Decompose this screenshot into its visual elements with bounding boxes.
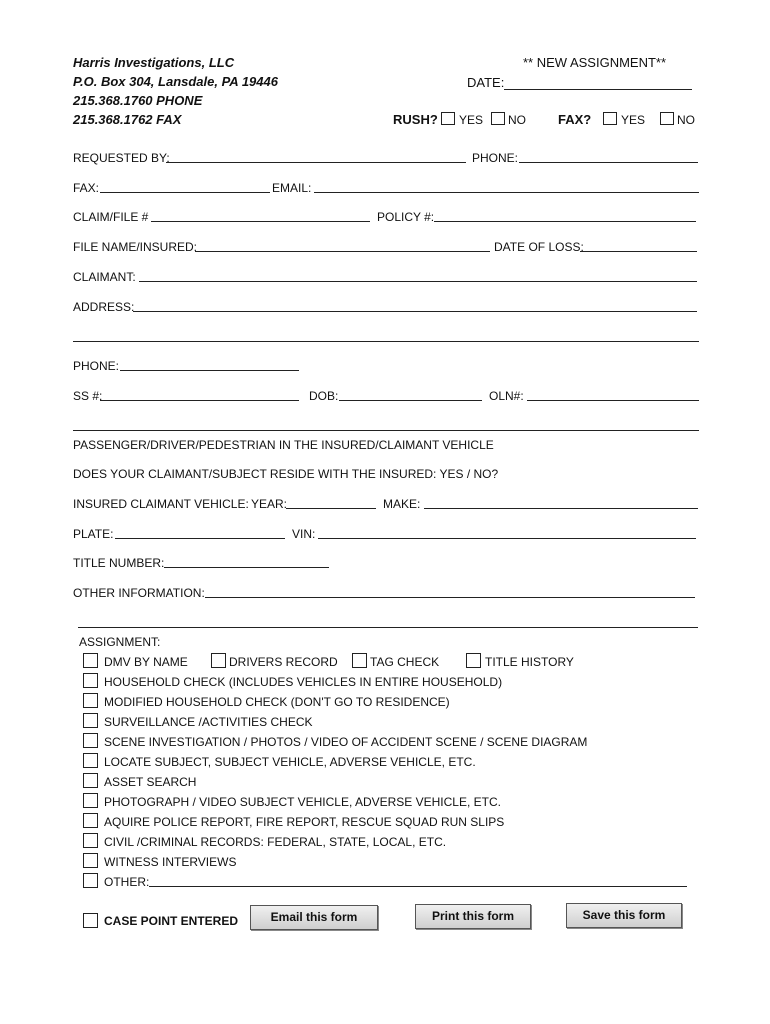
- requested-by-field[interactable]: [166, 162, 466, 163]
- claimant-field[interactable]: [139, 281, 697, 282]
- company-phone: 215.368.1760 PHONE: [73, 93, 203, 108]
- rush-yes-label: YES: [459, 113, 484, 127]
- assignment-item-label: ASSET SEARCH: [104, 775, 197, 789]
- claim-file-label: CLAIM/FILE #: [73, 210, 149, 224]
- fax-yes-checkbox[interactable]: [603, 112, 617, 125]
- passenger-driver-pedestrian-label: PASSENGER/DRIVER/PEDESTRIAN IN THE INSURED/CLAIMANT VEHICLE: [73, 438, 494, 452]
- date-field[interactable]: [504, 89, 692, 90]
- assignment-label: ASSIGNMENT:: [79, 635, 161, 649]
- dmv-by-name-checkbox[interactable]: [83, 653, 98, 668]
- plate-field[interactable]: [115, 538, 285, 539]
- rush-yes-checkbox[interactable]: [441, 112, 455, 125]
- company-address: P.O. Box 304, Lansdale, PA 19446: [73, 74, 278, 89]
- dob-label: DOB:: [309, 389, 339, 403]
- file-name-field[interactable]: [195, 251, 490, 252]
- assignment-item-label: HOUSEHOLD CHECK (INCLUDES VEHICLES IN ENTIRE HOUSEHOLD): [104, 675, 503, 689]
- phone-label: PHONE:: [472, 151, 519, 165]
- claimant-phone-label: PHONE:: [73, 359, 120, 373]
- policy-field[interactable]: [434, 221, 696, 222]
- title-history-checkbox[interactable]: [466, 653, 481, 668]
- assignment-item-label: PHOTOGRAPH / VIDEO SUBJECT VEHICLE, ADVERSE VEHICLE, ETC.: [104, 795, 501, 809]
- assignment-item-label: SURVEILLANCE /ACTIVITIES CHECK: [104, 715, 313, 729]
- case-point-entered-label: CASE POINT ENTERED: [104, 914, 239, 928]
- title-number-field[interactable]: [164, 567, 329, 568]
- vin-field[interactable]: [318, 538, 696, 539]
- claimant-phone-field[interactable]: [120, 370, 299, 371]
- assignment-item-label: LOCATE SUBJECT, SUBJECT VEHICLE, ADVERSE VEHICLE, ETC.: [104, 755, 476, 769]
- fax-no-label: NO: [677, 113, 695, 127]
- phone-field[interactable]: [519, 162, 698, 163]
- oln-label: OLN#:: [489, 389, 524, 403]
- assignment-item-label: WITNESS INTERVIEWS: [104, 855, 237, 869]
- requested-by-label: REQUESTED BY:: [73, 151, 170, 165]
- address-field[interactable]: [133, 311, 697, 312]
- fax-question-label: FAX?: [558, 112, 592, 127]
- make-label: MAKE:: [383, 497, 421, 511]
- company-fax: 215.368.1762 FAX: [73, 112, 182, 127]
- assignment-item-label: MODIFIED HOUSEHOLD CHECK (DON'T GO TO RESIDENCE): [104, 695, 450, 709]
- other-information-field[interactable]: [205, 597, 695, 598]
- company-name: Harris Investigations, LLC: [73, 55, 235, 70]
- assignment-item-checkbox[interactable]: [83, 853, 98, 868]
- assignment-item-label: CIVIL /CRIMINAL RECORDS: FEDERAL, STATE, LOCAL, ETC.: [104, 835, 447, 849]
- print-form-button[interactable]: Print this form: [415, 904, 531, 929]
- fax-yes-label: YES: [621, 113, 646, 127]
- date-of-loss-field[interactable]: [580, 251, 697, 252]
- ss-label: SS #:: [73, 389, 103, 403]
- email-form-button[interactable]: Email this form: [250, 905, 378, 930]
- reside-with-insured-question: DOES YOUR CLAIMANT/SUBJECT RESIDE WITH THE INSURED: YES / NO?: [73, 467, 499, 481]
- save-form-button[interactable]: Save this form: [566, 903, 682, 928]
- rush-no-checkbox[interactable]: [491, 112, 505, 125]
- assignment-item-checkbox[interactable]: [83, 833, 98, 848]
- assignment-item-checkbox[interactable]: [83, 773, 98, 788]
- case-point-entered-checkbox[interactable]: [83, 913, 98, 928]
- tag-check-checkbox[interactable]: [352, 653, 367, 668]
- assignment-item-label: AQUIRE POLICE REPORT, FIRE REPORT, RESCUE SQUAD RUN SLIPS: [104, 815, 505, 829]
- claim-file-field[interactable]: [151, 221, 370, 222]
- dob-field[interactable]: [339, 400, 482, 401]
- year-label: YEAR:: [251, 497, 288, 511]
- vin-label: VIN:: [292, 527, 316, 541]
- assignment-item-checkbox[interactable]: [83, 753, 98, 768]
- drivers-record-label: DRIVERS RECORD: [229, 655, 338, 669]
- section-divider: [73, 430, 699, 431]
- plate-label: PLATE:: [73, 527, 114, 541]
- insured-vehicle-label: INSURED CLAIMANT VEHICLE:: [73, 497, 249, 511]
- make-field[interactable]: [424, 508, 698, 509]
- other-information-label: OTHER INFORMATION:: [73, 586, 205, 600]
- other-assignment-checkbox[interactable]: [83, 873, 98, 888]
- policy-label: POLICY #:: [377, 210, 435, 224]
- claimant-label: CLAIMANT:: [73, 270, 136, 284]
- dmv-by-name-label: DMV BY NAME: [104, 655, 188, 669]
- other-assignment-field[interactable]: [149, 886, 687, 887]
- email-field[interactable]: [314, 192, 699, 193]
- drivers-record-checkbox[interactable]: [211, 653, 226, 668]
- rush-no-label: NO: [508, 113, 526, 127]
- oln-field[interactable]: [527, 400, 699, 401]
- file-name-label: FILE NAME/INSURED:: [73, 240, 198, 254]
- date-label: DATE:: [467, 75, 505, 90]
- fax-no-checkbox[interactable]: [660, 112, 674, 125]
- assignment-item-checkbox[interactable]: [83, 693, 98, 708]
- assignment-item-checkbox[interactable]: [83, 813, 98, 828]
- fax-field[interactable]: [100, 192, 270, 193]
- title-number-label: TITLE NUMBER:: [73, 556, 165, 570]
- title-history-label: TITLE HISTORY: [485, 655, 574, 669]
- new-assignment-title: ** NEW ASSIGNMENT**: [523, 55, 667, 70]
- assignment-item-checkbox[interactable]: [83, 713, 98, 728]
- assignment-item-label: SCENE INVESTIGATION / PHOTOS / VIDEO OF ACCIDENT SCENE / SCENE DIAGRAM: [104, 735, 588, 749]
- email-label: EMAIL:: [272, 181, 312, 195]
- address-field-line-2[interactable]: [73, 341, 699, 342]
- fax-label: FAX:: [73, 181, 100, 195]
- assignment-item-checkbox[interactable]: [83, 733, 98, 748]
- assignment-item-checkbox[interactable]: [83, 793, 98, 808]
- ss-field[interactable]: [100, 400, 299, 401]
- other-assignment-label: OTHER:: [104, 875, 150, 889]
- rush-label: RUSH?: [393, 112, 438, 127]
- date-of-loss-label: DATE OF LOSS:: [494, 240, 584, 254]
- tag-check-label: TAG CHECK: [370, 655, 440, 669]
- year-field[interactable]: [286, 508, 376, 509]
- assignment-item-checkbox[interactable]: [83, 673, 98, 688]
- address-label: ADDRESS:: [73, 300, 135, 314]
- other-information-field-line-2[interactable]: [78, 627, 698, 628]
